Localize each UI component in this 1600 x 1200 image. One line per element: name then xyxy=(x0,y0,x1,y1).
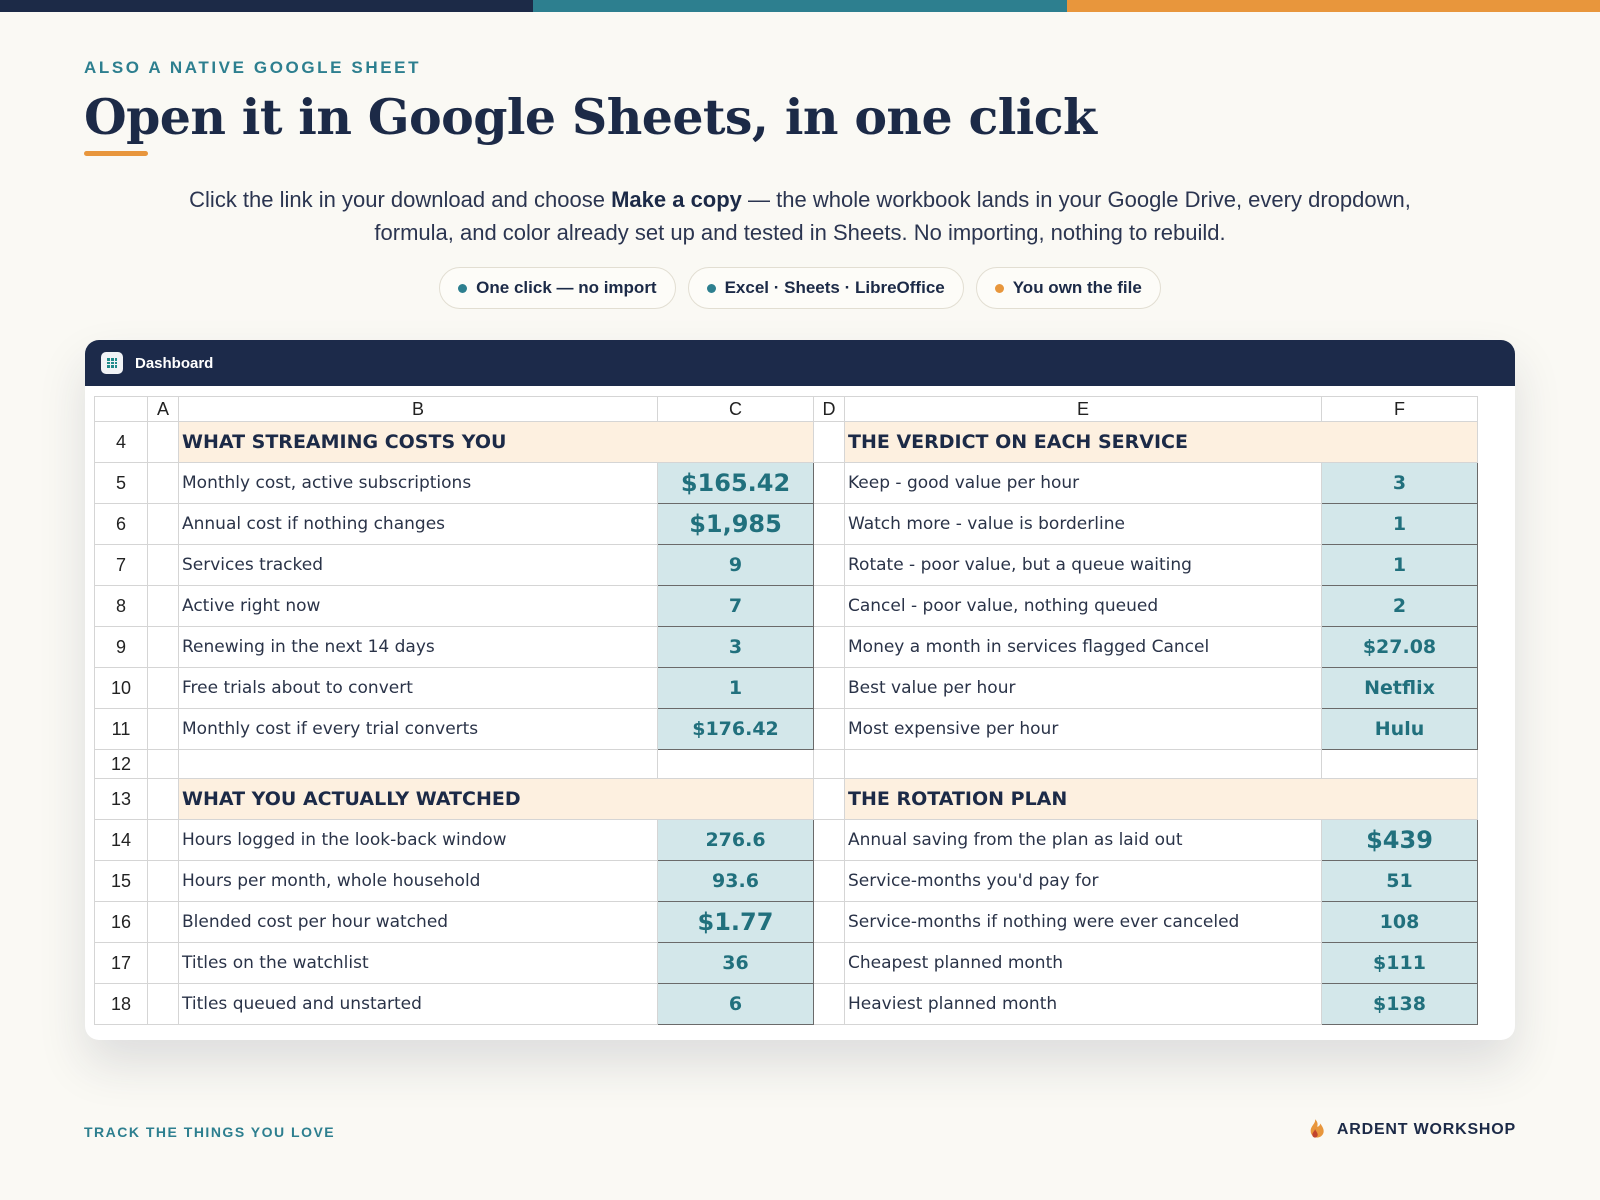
cell-d[interactable] xyxy=(814,504,845,545)
row-number[interactable]: 7 xyxy=(95,545,148,586)
row-number[interactable]: 14 xyxy=(95,820,148,861)
empty-cell[interactable] xyxy=(814,750,845,779)
sheet-grid xyxy=(94,396,1478,1025)
table-row xyxy=(95,820,1478,861)
metric-value[interactable]: 1 xyxy=(1322,545,1478,586)
feature-pill-label: One click — no import xyxy=(476,278,657,297)
cell-a[interactable] xyxy=(148,984,179,1025)
metric-value[interactable]: 3 xyxy=(1322,463,1478,504)
metric-label[interactable]: Services tracked xyxy=(179,545,658,586)
page-headline: Open it in Google Sheets, in one click xyxy=(84,88,1097,146)
section-heading[interactable]: WHAT STREAMING COSTS YOU xyxy=(179,422,814,463)
feature-pill xyxy=(439,267,675,309)
metric-label[interactable]: Renewing in the next 14 days xyxy=(179,627,658,668)
metric-label[interactable]: Monthly cost, active subscriptions xyxy=(179,463,658,504)
table-row xyxy=(95,902,1478,943)
metric-value[interactable]: $138 xyxy=(1322,984,1478,1025)
corner-cell xyxy=(95,397,148,422)
metric-value[interactable]: 9 xyxy=(658,545,814,586)
metric-label[interactable]: Service-months you'd pay for xyxy=(845,861,1322,902)
intro-text-start: Click the link in your download and choose xyxy=(189,187,612,212)
metric-label[interactable]: Titles on the watchlist xyxy=(179,943,658,984)
empty-cell[interactable] xyxy=(179,750,658,779)
table-row xyxy=(95,750,1478,779)
row-number[interactable]: 10 xyxy=(95,668,148,709)
metric-value[interactable]: 276.6 xyxy=(658,820,814,861)
cell-d[interactable] xyxy=(814,779,845,820)
metric-label[interactable]: Rotate - poor value, but a queue waiting xyxy=(845,545,1322,586)
metric-value[interactable]: 6 xyxy=(658,984,814,1025)
sheet-header-bar xyxy=(85,340,1515,386)
accent-segment-navy xyxy=(0,0,533,12)
row-number[interactable]: 17 xyxy=(95,943,148,984)
bullet-dot-icon xyxy=(458,284,467,293)
metric-label[interactable]: Service-months if nothing were ever canceled xyxy=(845,902,1322,943)
cell-d[interactable] xyxy=(814,422,845,463)
sheet-tab-title: Dashboard xyxy=(135,354,214,372)
metric-label[interactable]: Cancel - poor value, nothing queued xyxy=(845,586,1322,627)
footer-tagline: TRACK THE THINGS YOU LOVE xyxy=(84,1124,336,1140)
intro-text-end: — the whole workbook lands in your Google Drive, every dropdown, formula, and color already set up and tested in Sheets. No importing, nothing to rebuild. xyxy=(374,187,1411,245)
metric-value[interactable]: 36 xyxy=(658,943,814,984)
feature-pill-label: You own the file xyxy=(1012,278,1142,297)
cell-d[interactable] xyxy=(814,820,845,861)
metric-label[interactable]: Annual saving from the plan as laid out xyxy=(845,820,1322,861)
metric-label[interactable]: Keep - good value per hour xyxy=(845,463,1322,504)
table-row xyxy=(95,668,1478,709)
metric-label[interactable]: Active right now xyxy=(179,586,658,627)
table-row xyxy=(95,627,1478,668)
section-heading[interactable]: THE VERDICT ON EACH SERVICE xyxy=(845,422,1478,463)
table-row xyxy=(95,545,1478,586)
metric-label[interactable]: Most expensive per hour xyxy=(845,709,1322,750)
column-header-a[interactable]: A xyxy=(148,397,179,422)
metric-value[interactable]: 51 xyxy=(1322,861,1478,902)
row-number[interactable]: 12 xyxy=(95,750,148,779)
spreadsheet-preview xyxy=(85,340,1515,1040)
intro-paragraph xyxy=(150,183,1450,249)
eyebrow-label: ALSO A NATIVE GOOGLE SHEET xyxy=(84,58,422,77)
metric-label[interactable]: Hours per month, whole household xyxy=(179,861,658,902)
cell-d[interactable] xyxy=(814,943,845,984)
cell-d[interactable] xyxy=(814,627,845,668)
cell-a[interactable] xyxy=(148,779,179,820)
cell-d[interactable] xyxy=(814,902,845,943)
empty-cell[interactable] xyxy=(148,750,179,779)
table-row xyxy=(95,504,1478,545)
metric-value[interactable]: 108 xyxy=(1322,902,1478,943)
metric-label[interactable]: Money a month in services flagged Cancel xyxy=(845,627,1322,668)
metric-value[interactable]: $27.08 xyxy=(1322,627,1478,668)
metric-label[interactable]: Heaviest planned month xyxy=(845,984,1322,1025)
metric-value[interactable]: Netflix xyxy=(1322,668,1478,709)
metric-label[interactable]: Cheapest planned month xyxy=(845,943,1322,984)
metric-label[interactable]: Titles queued and unstarted xyxy=(179,984,658,1025)
feature-pill xyxy=(688,267,964,309)
cell-a[interactable] xyxy=(148,861,179,902)
metric-label[interactable]: Best value per hour xyxy=(845,668,1322,709)
column-header-b[interactable]: B xyxy=(179,397,658,422)
metric-value[interactable]: 1 xyxy=(658,668,814,709)
metric-label[interactable]: Monthly cost if every trial converts xyxy=(179,709,658,750)
cell-d[interactable] xyxy=(814,984,845,1025)
metric-value[interactable]: $1.77 xyxy=(658,902,814,943)
cell-d[interactable] xyxy=(814,861,845,902)
accent-segment-teal xyxy=(533,0,1066,12)
cell-d[interactable] xyxy=(814,586,845,627)
headline-underline xyxy=(84,151,148,156)
cell-a[interactable] xyxy=(148,820,179,861)
table-row xyxy=(95,779,1478,820)
empty-cell[interactable] xyxy=(845,750,1322,779)
table-row xyxy=(95,586,1478,627)
bullet-dot-icon xyxy=(995,284,1004,293)
row-number[interactable]: 18 xyxy=(95,984,148,1025)
metric-label[interactable]: Hours logged in the look-back window xyxy=(179,820,658,861)
table-row xyxy=(95,984,1478,1025)
row-number[interactable]: 6 xyxy=(95,504,148,545)
row-number[interactable]: 16 xyxy=(95,902,148,943)
metric-value[interactable]: 2 xyxy=(1322,586,1478,627)
table-row xyxy=(95,709,1478,750)
cell-a[interactable] xyxy=(148,586,179,627)
metric-value[interactable]: 7 xyxy=(658,586,814,627)
metric-value[interactable]: $439 xyxy=(1322,820,1478,861)
metric-value[interactable]: $165.42 xyxy=(658,463,814,504)
metric-value[interactable]: 1 xyxy=(1322,504,1478,545)
metric-value[interactable]: Hulu xyxy=(1322,709,1478,750)
cell-a[interactable] xyxy=(148,902,179,943)
feature-pill xyxy=(976,267,1161,309)
table-row xyxy=(95,422,1478,463)
row-number[interactable]: 11 xyxy=(95,709,148,750)
cell-a[interactable] xyxy=(148,943,179,984)
cell-a[interactable] xyxy=(148,668,179,709)
row-number[interactable]: 15 xyxy=(95,861,148,902)
metric-value[interactable]: 93.6 xyxy=(658,861,814,902)
cell-d[interactable] xyxy=(814,463,845,504)
row-number[interactable]: 5 xyxy=(95,463,148,504)
metric-label[interactable]: Annual cost if nothing changes xyxy=(179,504,658,545)
cell-d[interactable] xyxy=(814,709,845,750)
cell-a[interactable] xyxy=(148,422,179,463)
section-heading[interactable]: THE ROTATION PLAN xyxy=(845,779,1478,820)
metric-value[interactable]: $111 xyxy=(1322,943,1478,984)
column-header-c[interactable]: C xyxy=(658,397,814,422)
table-row xyxy=(95,463,1478,504)
cell-a[interactable] xyxy=(148,463,179,504)
empty-cell[interactable] xyxy=(658,750,814,779)
cell-d[interactable] xyxy=(814,545,845,586)
row-number[interactable]: 8 xyxy=(95,586,148,627)
row-number[interactable]: 4 xyxy=(95,422,148,463)
cell-d[interactable] xyxy=(814,668,845,709)
metric-value[interactable]: $1,985 xyxy=(658,504,814,545)
metric-value[interactable]: 3 xyxy=(658,627,814,668)
spreadsheet-grid-icon xyxy=(101,352,123,374)
column-header-row xyxy=(95,397,1478,422)
table-row xyxy=(95,943,1478,984)
empty-cell[interactable] xyxy=(1322,750,1478,779)
top-accent-bar xyxy=(0,0,1600,12)
flame-icon xyxy=(1302,1117,1328,1143)
row-number[interactable]: 13 xyxy=(95,779,148,820)
column-header-e[interactable]: E xyxy=(845,397,1322,422)
feature-pill-label: Excel · Sheets · LibreOffice xyxy=(724,278,945,297)
accent-segment-orange xyxy=(1067,0,1600,12)
column-header-f[interactable]: F xyxy=(1322,397,1478,422)
brand-mark xyxy=(1302,1117,1516,1143)
cell-a[interactable] xyxy=(148,504,179,545)
brand-name: ARDENT WORKSHOP xyxy=(1336,1121,1516,1138)
cell-a[interactable] xyxy=(148,545,179,586)
metric-label[interactable]: Watch more - value is borderline xyxy=(845,504,1322,545)
cell-a[interactable] xyxy=(148,627,179,668)
metric-label[interactable]: Free trials about to convert xyxy=(179,668,658,709)
row-number[interactable]: 9 xyxy=(95,627,148,668)
bullet-dot-icon xyxy=(707,284,716,293)
metric-value[interactable]: $176.42 xyxy=(658,709,814,750)
section-heading[interactable]: WHAT YOU ACTUALLY WATCHED xyxy=(179,779,814,820)
column-header-d[interactable]: D xyxy=(814,397,845,422)
intro-text-emphasis: Make a copy xyxy=(611,187,742,212)
table-row xyxy=(95,861,1478,902)
cell-a[interactable] xyxy=(148,709,179,750)
metric-label[interactable]: Blended cost per hour watched xyxy=(179,902,658,943)
feature-pills xyxy=(0,267,1600,309)
